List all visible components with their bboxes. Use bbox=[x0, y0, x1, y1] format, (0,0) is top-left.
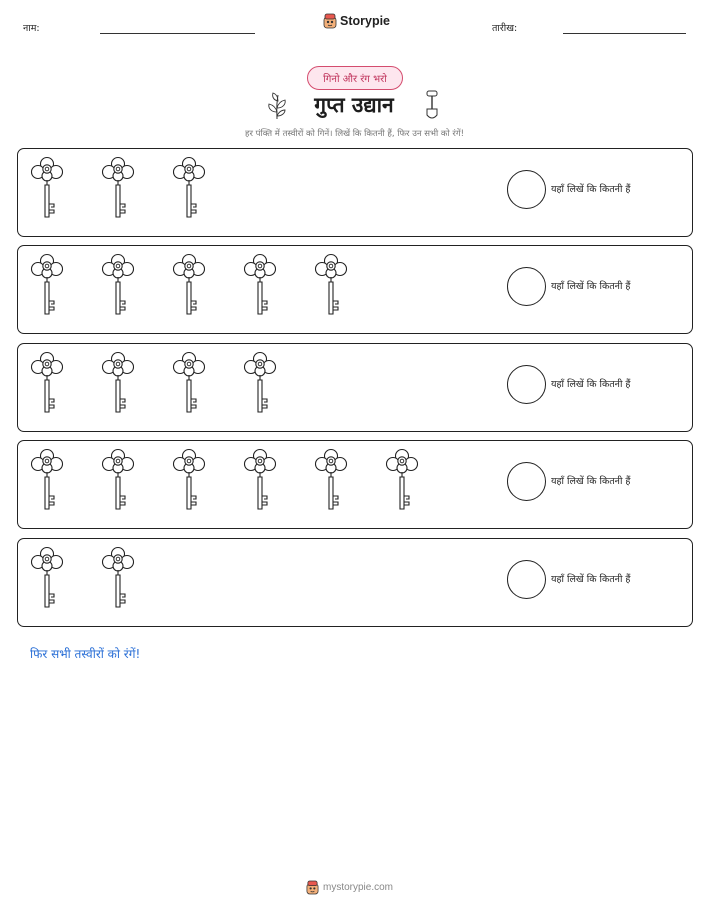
answer-circle[interactable] bbox=[507, 267, 546, 306]
key-icon bbox=[242, 447, 278, 513]
key-icon bbox=[242, 350, 278, 416]
key-icon bbox=[29, 252, 65, 318]
answer-prompt: यहाँ लिखें कि कितनी हैं bbox=[551, 281, 631, 292]
key-icon bbox=[171, 155, 207, 221]
storypie-logo-icon bbox=[323, 13, 337, 29]
answer-circle[interactable] bbox=[507, 560, 546, 599]
storypie-logo-icon bbox=[306, 880, 319, 895]
key-icon bbox=[29, 447, 65, 513]
answer-prompt: यहाँ लिखें कि कितनी हैं bbox=[551, 476, 631, 487]
key-icon bbox=[384, 447, 420, 513]
name-line[interactable] bbox=[100, 33, 255, 34]
key-icon bbox=[100, 155, 136, 221]
brand-name: Storypie bbox=[340, 14, 391, 28]
name-label: नाम: bbox=[23, 23, 40, 34]
count-row-4 bbox=[17, 440, 693, 529]
key-icon bbox=[29, 155, 65, 221]
answer-prompt: यहाँ लिखें कि कितनी हैं bbox=[551, 574, 631, 585]
count-row-5 bbox=[17, 538, 693, 627]
answer-prompt: यहाँ लिखें कि कितनी हैं bbox=[551, 184, 631, 195]
footer-site bbox=[306, 880, 393, 895]
key-icon bbox=[100, 545, 136, 611]
site-url: mystorypie.com bbox=[323, 882, 394, 893]
key-icon bbox=[171, 252, 207, 318]
key-icon bbox=[171, 447, 207, 513]
answer-circle[interactable] bbox=[507, 365, 546, 404]
count-row-1 bbox=[17, 148, 693, 237]
instructions: हर पंक्ति में तस्वीरों को गिनें। लिखें कि कितनी हैं, फिर उन सभी को रंगें! bbox=[244, 129, 465, 139]
page-title: गुप्त उद्यान bbox=[314, 93, 394, 117]
count-row-2 bbox=[17, 245, 693, 334]
key-icon bbox=[242, 252, 278, 318]
count-row-3 bbox=[17, 343, 693, 432]
key-icon bbox=[171, 350, 207, 416]
coloring-note: फिर सभी तस्वीरों को रंगें! bbox=[30, 647, 141, 661]
key-icon bbox=[100, 350, 136, 416]
key-icon bbox=[100, 252, 136, 318]
date-label: तारीख: bbox=[492, 23, 518, 34]
answer-circle[interactable] bbox=[507, 170, 546, 209]
activity-badge: गिनो और रंग भरो bbox=[307, 66, 403, 90]
key-icon bbox=[29, 545, 65, 611]
key-icon bbox=[29, 350, 65, 416]
key-icon bbox=[100, 447, 136, 513]
key-icon bbox=[313, 447, 349, 513]
date-line[interactable] bbox=[563, 33, 686, 34]
key-icon bbox=[313, 252, 349, 318]
answer-circle[interactable] bbox=[507, 462, 546, 501]
shovel-icon bbox=[424, 90, 440, 122]
answer-prompt: यहाँ लिखें कि कितनी हैं bbox=[551, 379, 631, 390]
brand-logo bbox=[323, 13, 390, 29]
